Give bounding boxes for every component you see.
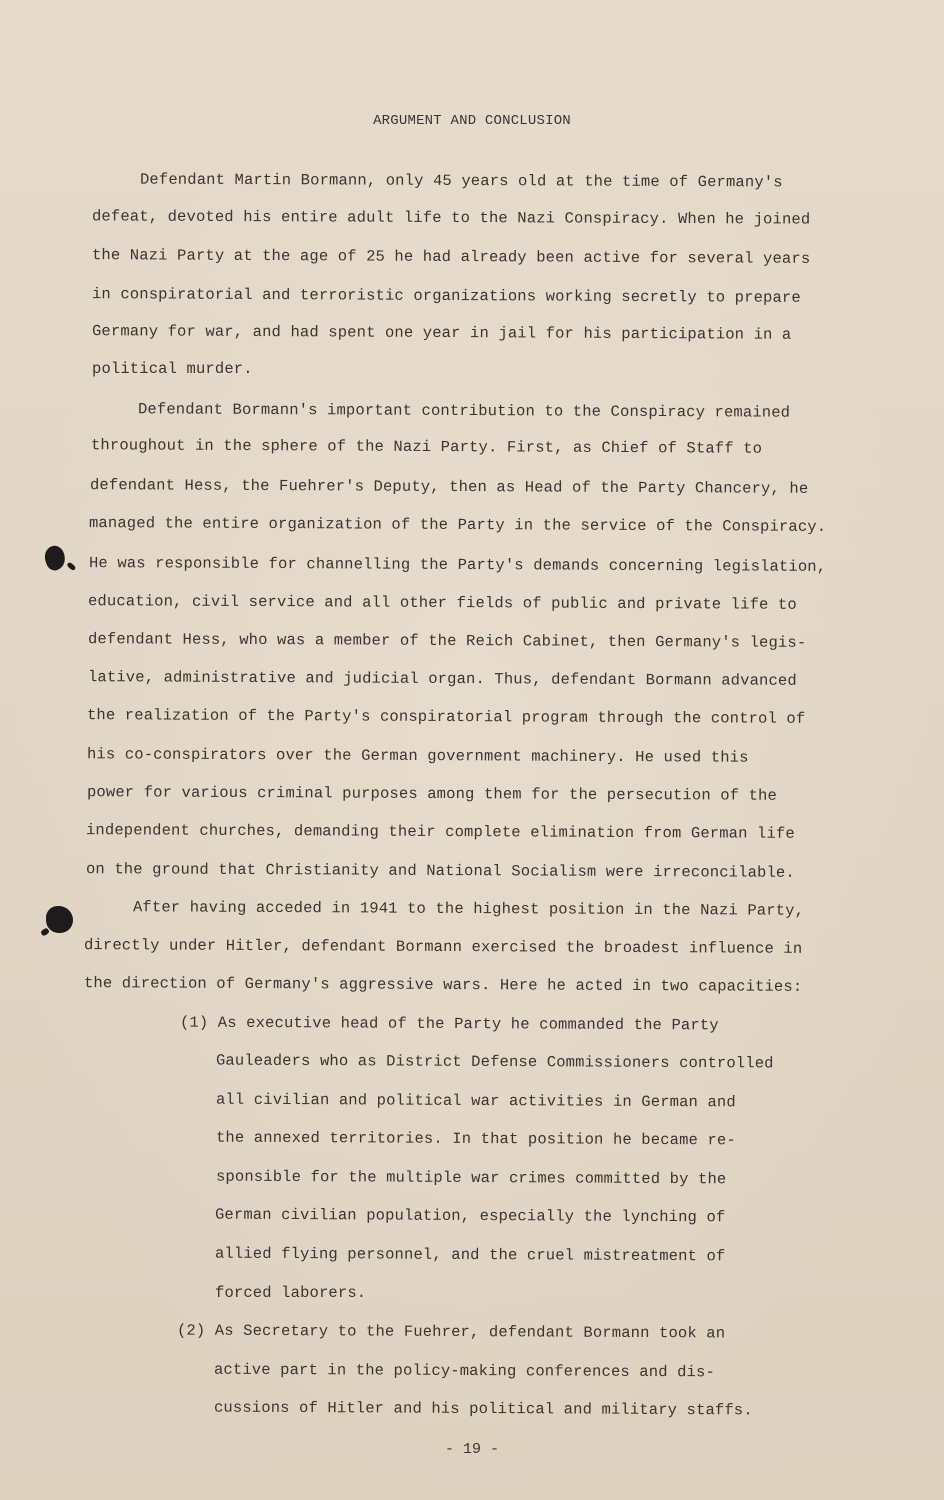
text-line: political murder.	[92, 360, 253, 378]
text-line: He was responsible for channelling the Party's demands concerning legislation,	[88, 554, 827, 576]
list-item-line: the annexed territories. In that position he became re-	[215, 1128, 736, 1150]
list-item-line: cussions of Hitler and his political and military staffs.	[213, 1398, 753, 1420]
text-line: defeat, devoted his entire adult life to the Nazi Conspiracy. When he joined	[91, 207, 811, 229]
list-item-line: (2) As Secretary to the Fuehrer, defendant Bormann took an	[176, 1321, 726, 1343]
text-line: power for various criminal purposes among them for the persecution of the	[86, 783, 778, 805]
text-line: directly under Hitler, defendant Bormann exercised the broadest influence in	[83, 936, 803, 958]
text-line: After having acceded in 1941 to the highest position in the Nazi Party,	[132, 898, 805, 920]
list-item-line: sponsible for the multiple war crimes committed by the	[215, 1167, 727, 1189]
list-item-line: (1) As executive head of the Party he commanded the Party	[179, 1013, 719, 1035]
list-item-line: German civilian population, especially the lynching of	[214, 1205, 726, 1227]
text-line: on the ground that Christianity and National Socialism were irreconcilable.	[85, 860, 795, 882]
text-line: in conspiratorial and terroristic organizations working secretly to prepare	[91, 285, 801, 307]
list-item-line: allied flying personnel, and the cruel mistreatment of	[214, 1244, 726, 1266]
text-line: the Nazi Party at the age of 25 he had already been active for several years	[91, 246, 811, 268]
list-item-line: forced laborers.	[215, 1284, 367, 1302]
ink-blot-mark	[46, 906, 73, 933]
document-title: ARGUMENT AND CONCLUSION	[373, 113, 571, 129]
ink-blot-mark	[41, 543, 68, 572]
text-line: the realization of the Party's conspiratorial program through the control of	[86, 706, 806, 728]
text-line: Defendant Bormann's important contribution to the Conspiracy remained	[137, 400, 791, 422]
text-line: his co-conspirators over the German government machinery. He used this	[86, 745, 749, 767]
text-line: education, civil service and all other fields of public and private life to	[87, 592, 797, 614]
text-line: defendant Hess, who was a member of the Reich Cabinet, then Germany's legis-	[87, 630, 807, 652]
list-item-line: active part in the policy-making conferences and dis-	[213, 1360, 715, 1382]
text-line: Germany for war, and had spent one year in jail for his participation in a	[91, 322, 792, 344]
text-line: the direction of Germany's aggressive wars. Here he acted in two capacities:	[83, 974, 803, 996]
text-line: independent churches, demanding their complete elimination from German life	[85, 821, 795, 843]
text-line: defendant Hess, the Fuehrer's Deputy, then as Head of the Party Chancery, he	[89, 476, 809, 498]
list-item-line: Gauleaders who as District Defense Commissioners controlled	[215, 1051, 774, 1073]
text-line: lative, administrative and judicial organ. Thus, defendant Bormann advanced	[87, 668, 797, 690]
text-line: throughout in the sphere of the Nazi Party. First, as Chief of Staff to	[90, 436, 763, 458]
text-line: Defendant Martin Bormann, only 45 years old at the time of Germany's	[139, 170, 783, 192]
text-line: managed the entire organization of the Party in the service of the Conspiracy.	[88, 514, 827, 536]
page-number: - 19 -	[444, 1441, 499, 1458]
list-item-line: all civilian and political war activities in German and	[215, 1090, 736, 1112]
